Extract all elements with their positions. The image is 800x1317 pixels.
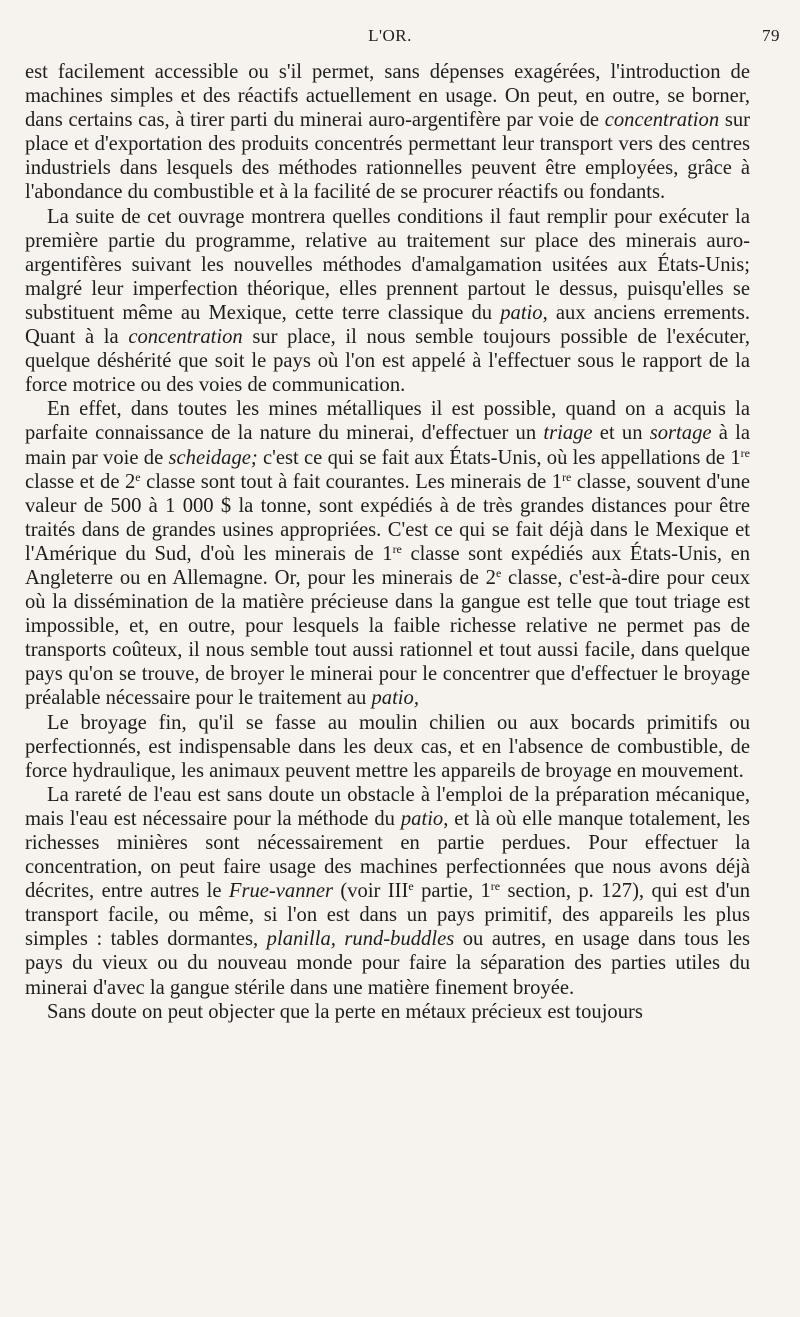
italic-term: Frue-vanner — [228, 880, 333, 903]
italic-term: concentration — [128, 326, 243, 349]
text-run: En effet, dans toutes les mines métalliques il est possible, quand on a acquis la parfaite connaissance de la nature du minerai, d'effectuer un — [25, 398, 750, 445]
ordinal-superscript: re — [740, 445, 750, 460]
text-run: La suite de cet ouvrage montrera quelles conditions il faut remplir pour exécuter la première partie du programme, relative au traitement sur place des minerais auro-argentifères suivant les nouvelles méthodes d'amalgamation usitées aux États-Unis; malgré leur imperfection théorique, elles prennent partout le dessus, puisqu'elles se substituent même au Mexique, cette terre classique du — [25, 205, 750, 324]
ordinal-superscript: e — [495, 565, 502, 580]
text-run: , aux anciens errements. Quant à la — [25, 301, 751, 349]
text-run: Sans doute on peut objecter que la perte en métaux précieux est toujours — [47, 1000, 643, 1023]
text-run: classe sont expédiés aux États-Unis, en Angleterre ou en Allemagne. Or, pour les minerais de 2 — [25, 542, 751, 589]
text-run: à la main par voie de — [25, 422, 750, 469]
paragraph — [25, 60, 750, 205]
text-run: et un — [592, 422, 650, 445]
text-run: sur place et d'exportation des produits concentrés permettant leur transport vers des centres industriels dans lesquels des méthodes rationnelles peuvent être employées, grâce à l'abondance du combustible et à la facilité de se procurer réactifs ou fondants. — [25, 109, 750, 204]
body-text — [25, 60, 750, 1024]
paragraph — [25, 205, 750, 398]
running-head — [0, 26, 800, 56]
text-run: c'est ce qui se fait aux États-Unis, où les appellations de 1 — [257, 446, 741, 469]
running-title: L'OR. — [368, 26, 412, 45]
italic-term: sortage — [649, 422, 712, 445]
text-run: classe, souvent d'une valeur de 500 à 1 000 $ la tonne, sont expédiés à de très grandes distances pour être traités dans de grandes usines appropriées. C'est ce qui se fait déjà dans le Mexique et l'Amérique du Sud, d'où les minerais de 1 — [25, 470, 750, 565]
italic-term: planilla, rund-buddles — [266, 928, 455, 951]
italic-term: concentration — [604, 109, 720, 132]
text-run: classe sont tout à fait courantes. Les minerais de 1 — [140, 470, 563, 493]
text-run: classe et de 2 — [25, 470, 136, 493]
text-run: partie, 1 — [413, 880, 491, 903]
text-run: classe, c'est-à-dire pour ceux où la dissémination de la matière précieuse dans la gangue est telle que tout triage est impossible, et, en outre, pour lesquels la faible richesse relative ne permet pas de transports coûteux, il nous semble tout aussi rationnel et tout aussi facile, dans quelque pays qu'on se trouve, de broyer le minerai pour le concentrer que d'effectuer le broyage préalable nécessaire pour le traitement au — [25, 566, 750, 710]
page-number: 79 — [762, 26, 780, 45]
text-run: , et là où elle manque totalement, les richesses minières sont nécessairement en partie perdues. Pour effectuer la concentration, on peut faire usage des machines perfectionnées que nous avons déjà décrites, entre autres le — [25, 807, 750, 903]
text-run: section, p. 127), qui est d'un transport facile, ou même, si l'on est dans un pays primitif, des appareils les plus simples : tables dormantes, — [25, 880, 751, 951]
ordinal-superscript: re — [392, 541, 402, 556]
ordinal-superscript: re — [562, 469, 572, 484]
text-run: La rareté de l'eau est sans doute un obstacle à l'emploi de la préparation mécanique, mais l'eau est nécessaire pour la méthode du — [25, 783, 750, 830]
ordinal-superscript: e — [135, 469, 141, 484]
italic-term: patio, — [371, 687, 419, 710]
ordinal-superscript: re — [490, 879, 501, 894]
italic-term: triage — [543, 422, 593, 445]
paragraph — [25, 397, 750, 710]
italic-term: scheidage; — [168, 446, 258, 469]
italic-term: patio — [500, 301, 543, 324]
paragraph — [25, 711, 750, 783]
text-run: ou autres, en usage dans tous les pays du vieux ou du nouveau monde pour faire la séparation des parties utiles du minerai d'avec la gangue stérile dans une matière finement broyée. — [25, 928, 751, 999]
text-run: (voir III — [332, 880, 409, 903]
italic-term: patio — [400, 807, 444, 830]
paragraph — [25, 783, 750, 1000]
text-run: est facilement accessible ou s'il permet, sans dépenses exagérées, l'introduction de machines simples et des réactifs actuellement en usage. On peut, en outre, se borner, dans certains cas, à tirer parti du minerai auro-argentifère par voie de — [25, 61, 750, 132]
paragraph — [25, 1000, 750, 1024]
text-run: Le broyage fin, qu'il se fasse au moulin chilien ou aux bocards primitifs ou perfectionnés, est indispensable dans les deux cas, et en l'absence de combustible, de force hydraulique, les animaux peuvent mettre les appareils de broyage en mouvement. — [25, 711, 750, 782]
ordinal-superscript: e — [408, 879, 414, 894]
text-run: sur place, il nous semble toujours possible de l'exécuter, quelque déshérité que soit le pays où l'on est appelé à l'effectuer sous le rapport de la force motrice ou des voies de communication. — [25, 326, 750, 397]
